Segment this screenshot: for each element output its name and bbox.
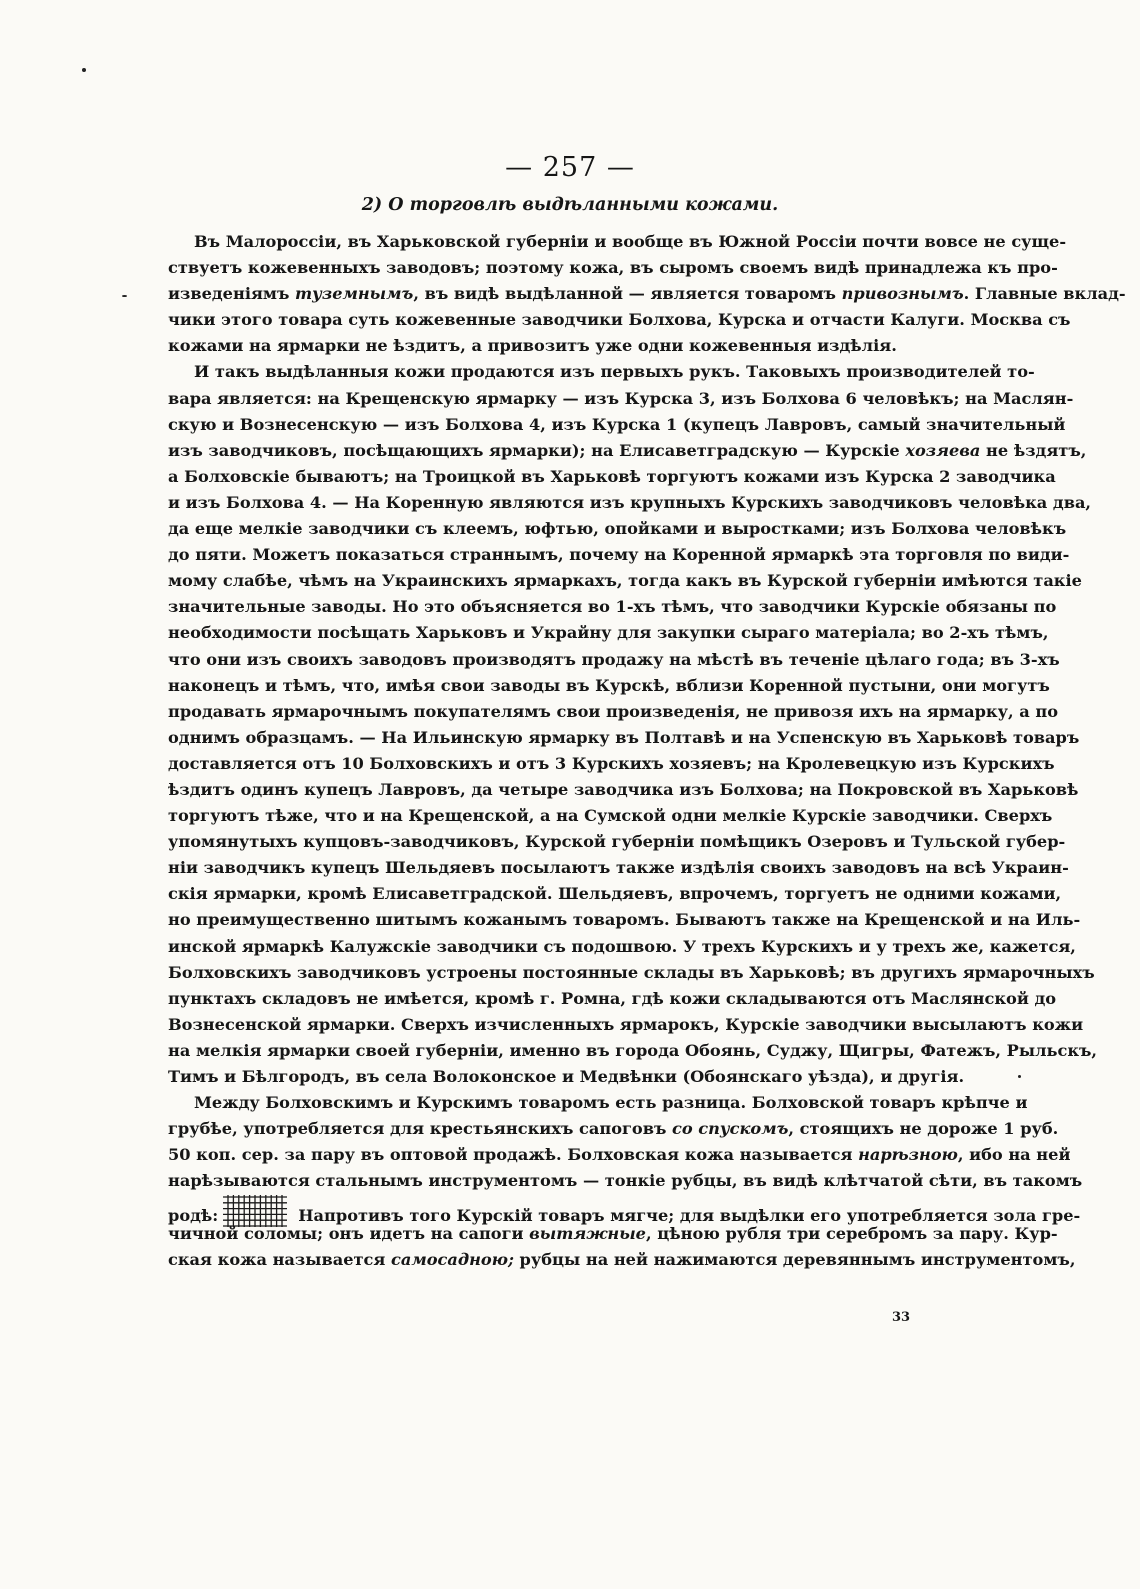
text-line bbox=[168, 934, 1076, 960]
text-run: Напротивъ того Курскій товаръ мягче; для выдѣлки его употребляется зола гре- bbox=[298, 1206, 1081, 1226]
text-run: , въ видѣ выдѣланной — является товаромъ bbox=[413, 284, 842, 304]
text-line bbox=[168, 307, 1071, 333]
text-line bbox=[168, 751, 1055, 777]
text-line bbox=[168, 803, 1053, 829]
text-line bbox=[168, 777, 1079, 803]
text-run: торгуютъ тѣже, что и на Крещенской, а на Сумской одни мелкіе Курскіе заводчики. Сверхъ bbox=[168, 806, 1053, 826]
text-line bbox=[168, 1064, 978, 1090]
sheet-signature: 33 bbox=[892, 1310, 911, 1325]
text-run: но преимущественно шитымъ кожанымъ товаромъ. Бываютъ также на Крещенской и на Иль- bbox=[168, 910, 1081, 930]
text-run: пунктахъ складовъ не имѣется, кромѣ г. Ромна, гдѣ кожи складываются отъ Маслянской до bbox=[168, 988, 1057, 1008]
text-run: Вознесенской ярмарки. Сверхъ изчисленныхъ ярмарокъ, Курскіе заводчики высылаютъ кожи bbox=[168, 1014, 1084, 1034]
text-line bbox=[168, 594, 1057, 620]
text-run: чичной соломы; онъ идетъ на сапоги bbox=[168, 1223, 530, 1243]
text-line bbox=[168, 1116, 1059, 1142]
text-line bbox=[168, 1194, 1081, 1226]
text-line bbox=[168, 359, 1035, 385]
text-line bbox=[168, 281, 1126, 307]
text-line bbox=[168, 1012, 1084, 1038]
italic-term: самосадною; bbox=[391, 1249, 514, 1269]
text-run: вара является: на Крещенскую ярмарку — изъ Курска 3, изъ Болхова 6 человѣкъ; на Маслян- bbox=[168, 388, 1074, 408]
text-run: изведеніямъ bbox=[168, 284, 296, 304]
text-run: нарѣзываются стальнымъ инструментомъ — тонкіе рубцы, въ видѣ клѣтчатой сѣти, въ такомъ bbox=[168, 1171, 1083, 1191]
text-run: значительные заводы. Но это объясняется во 1-хъ тѣмъ, что заводчики Курскіе обязаны по bbox=[168, 597, 1057, 617]
text-run: и изъ Болхова 4. — На Коренную являются изъ крупныхъ Курскихъ заводчиковъ человѣка два, bbox=[168, 492, 1092, 512]
text-run: . Главные вклад- bbox=[963, 284, 1126, 304]
text-run: да еще мелкіе заводчики съ клеемъ, юфтью, опойками и выростками; изъ Болхова человѣкъ bbox=[168, 519, 1067, 539]
text-line bbox=[168, 960, 1095, 986]
text-line bbox=[168, 255, 1058, 281]
text-line bbox=[168, 647, 1060, 673]
text-run: необходимости посѣщать Харьковъ и Украйну для закупки сыраго матеріала; во 2-хъ тѣмъ, bbox=[168, 623, 1049, 643]
text-run: ѣздитъ одинъ купецъ Лавровъ, да четыре заводчика изъ Болхова; на Покровской въ Харьковѣ bbox=[168, 779, 1079, 799]
text-run: мому слабѣе, чѣмъ на Украинскихъ ярмаркахъ, тогда какъ въ Курской губерніи имѣются такіе bbox=[168, 571, 1082, 591]
italic-term: нарѣзною bbox=[858, 1145, 958, 1165]
text-run: Въ Малороссіи, въ Харьковской губерніи и вообще въ Южной Россіи почти вовсе не суще- bbox=[194, 232, 1067, 251]
italic-term: привознымъ bbox=[841, 284, 964, 304]
scan-speck bbox=[82, 68, 86, 72]
text-run: ствуетъ кожевенныхъ заводовъ; поэтому кожа, въ сыромъ своемъ видѣ принадлежа къ про- bbox=[168, 258, 1058, 278]
scan-speck bbox=[122, 295, 127, 297]
body-text bbox=[168, 229, 1126, 1273]
text-line bbox=[168, 907, 1081, 933]
text-run: ская кожа называется bbox=[168, 1249, 391, 1269]
text-line bbox=[168, 464, 1056, 490]
text-run: наконецъ и тѣмъ, что, имѣя свои заводы въ Курскѣ, вблизи Коренной пустыни, они могутъ bbox=[168, 675, 1050, 695]
text-line bbox=[168, 229, 1067, 255]
text-run: кожами на ярмарки не ѣздитъ, а привозитъ уже одни кожевенныя издѣлія. bbox=[168, 336, 897, 356]
text-line bbox=[168, 1142, 1071, 1168]
page-number: — 257 — bbox=[505, 152, 635, 183]
text-line bbox=[168, 855, 1069, 881]
text-run: , стоящихъ не дороже 1 руб. bbox=[788, 1119, 1059, 1139]
text-line bbox=[168, 829, 1066, 855]
text-line bbox=[168, 386, 1074, 412]
italic-term: со спускомъ bbox=[672, 1119, 789, 1139]
text-line bbox=[168, 542, 1070, 568]
text-run: рубцы на ней нажимаются деревяннымъ инструментомъ, bbox=[513, 1249, 1076, 1269]
section-title: 2) О торговлѣ выдѣланными кожами. bbox=[361, 195, 779, 215]
text-run: до пяти. Можетъ показаться страннымъ, почему на Коренной ярмаркѣ эта торговля по види- bbox=[168, 545, 1070, 565]
text-run: инской ярмаркѣ Калужскіе заводчики съ подошвою. У трехъ Курскихъ и у трехъ же, кажется, bbox=[168, 936, 1076, 956]
text-line bbox=[168, 1090, 1028, 1116]
text-line bbox=[168, 333, 978, 359]
text-run: И такъ выдѣланныя кожи продаются изъ первыхъ рукъ. Таковыхъ производителей то- bbox=[194, 362, 1035, 382]
text-run: что они изъ своихъ заводовъ производятъ продажу на мѣстѣ въ теченіе цѣлаго года; въ 3-хъ bbox=[168, 649, 1060, 669]
text-run: Между Болховскимъ и Курскимъ товаромъ есть разница. Болховской товаръ крѣпче и bbox=[194, 1093, 1028, 1113]
italic-term: хозяева bbox=[905, 440, 981, 460]
text-line bbox=[168, 725, 1080, 751]
text-line bbox=[168, 986, 1057, 1012]
text-run: , ибо на ней bbox=[957, 1145, 1071, 1165]
text-run: изъ заводчиковъ, посѣщающихъ ярмарки); на Елисаветградскую — Курскіе bbox=[168, 440, 906, 460]
text-line bbox=[168, 881, 1062, 907]
text-line bbox=[168, 1038, 1098, 1064]
text-line bbox=[168, 412, 1066, 438]
text-run: продавать ярмарочнымъ покупателямъ свои произведенія, не привозя ихъ на ярмарку, а по bbox=[168, 701, 1059, 721]
text-line bbox=[168, 620, 1049, 646]
text-line bbox=[168, 568, 1082, 594]
text-run: грубѣе, употребляется для крестьянскихъ сапоговъ bbox=[168, 1119, 673, 1139]
text-run: Болховскихъ заводчиковъ устроены постоянные склады въ Харьковѣ; въ другихъ ярмарочныхъ bbox=[168, 962, 1095, 982]
text-line bbox=[168, 1221, 1058, 1247]
text-run: ніи заводчикъ купецъ Шельдяевъ посылаютъ также издѣлія своихъ заводовъ на всѣ Украин- bbox=[168, 858, 1069, 878]
text-run: чики этого товара суть кожевенные заводчики Болхова, Курска и отчасти Калуги. Москва съ bbox=[168, 310, 1071, 330]
text-run: родѣ: bbox=[168, 1206, 219, 1226]
text-run: скія ярмарки, кромѣ Елисаветградской. Шельдяевъ, впрочемъ, торгуетъ не одними кожами, bbox=[168, 884, 1062, 904]
text-run: упомянутыхъ купцовъ-заводчиковъ, Курской губерніи помѣщикъ Озеровъ и Тульской губер- bbox=[168, 832, 1066, 852]
text-line bbox=[168, 1247, 1076, 1273]
text-run: доставляется отъ 10 Болховскихъ и отъ 3 Курскихъ хозяевъ; на Кролевецкую изъ Курскихъ bbox=[168, 753, 1055, 773]
text-run: , цѣною рубля три серебромъ за пару. Кур- bbox=[645, 1223, 1058, 1243]
text-run: не ѣздятъ, bbox=[980, 440, 1087, 460]
text-run: на мелкія ярмарки своей губерніи, именно въ города Обоянь, Суджу, Щигры, Фатежъ, Рыльскъ, bbox=[168, 1040, 1098, 1060]
text-line bbox=[168, 673, 1050, 699]
text-line bbox=[168, 516, 1067, 542]
text-line bbox=[168, 490, 1092, 516]
text-run: Тимъ и Бѣлгородъ, въ села Волоконское и Медвѣнки (Обоянскаго уѣзда), и другія. bbox=[168, 1067, 965, 1086]
text-run: а Болховскіе бываютъ; на Троицкой въ Харьковѣ торгуютъ кожами изъ Курска 2 заводчика bbox=[168, 466, 1056, 486]
text-run: скую и Вознесенскую — изъ Болхова 4, изъ Курска 1 (купецъ Лавровъ, самый значительный bbox=[168, 414, 1066, 434]
italic-term: туземнымъ bbox=[295, 284, 414, 304]
text-line bbox=[168, 699, 1059, 725]
text-line bbox=[168, 438, 1087, 464]
italic-term: вытяжные bbox=[529, 1223, 646, 1243]
text-run: однимъ образцамъ. — На Ильинскую ярмарку въ Полтавѣ и на Успенскую въ Харьковѣ товаръ bbox=[168, 727, 1080, 747]
text-line bbox=[168, 1168, 1083, 1194]
scan-speck bbox=[1018, 1075, 1021, 1078]
text-run: 50 коп. сер. за пару въ оптовой продажѣ. Болховская кожа называется bbox=[168, 1145, 859, 1165]
